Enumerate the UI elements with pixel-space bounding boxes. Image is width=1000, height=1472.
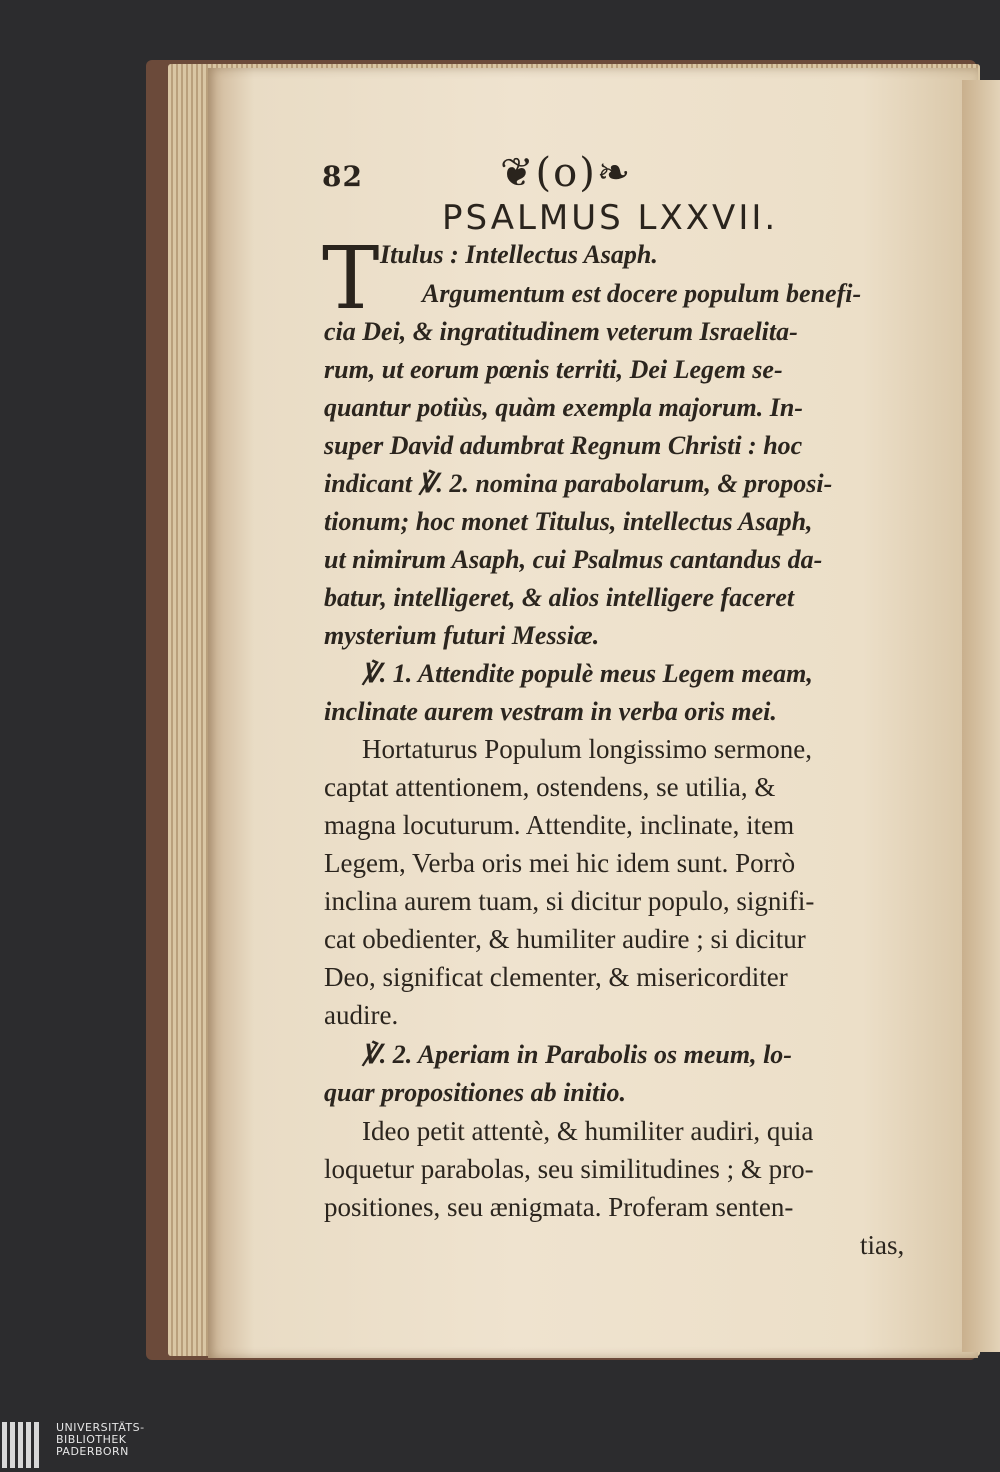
logo-line-3: PADERBORN <box>56 1445 129 1458</box>
text-line: Itulus : Intellectus Asaph. <box>380 240 658 269</box>
psalm-title: PSALMUS LXXVII. <box>442 198 779 238</box>
logo-text <box>56 1422 145 1458</box>
text-line: indicant ℣. 2. nomina parabolarum, & proposi- <box>324 469 833 498</box>
text-line: cat obedienter, & humiliter audire ; si dicitur <box>324 924 806 954</box>
text-line: inclina aurem tuam, si dicitur populo, signifi- <box>324 886 815 916</box>
text-line: batur, intelligeret, & alios intelligere faceret <box>324 583 795 612</box>
text-line: quar propositiones ab initio. <box>324 1078 626 1107</box>
text-line: ℣. 2. Aperiam in Parabolis os meum, lo- <box>362 1040 792 1069</box>
header-ornament: ❦(o)❧ <box>500 150 633 196</box>
text-line: tionum; hoc monet Titulus, intellectus Asaph, <box>324 507 813 536</box>
text-line: mysterium futuri Messiæ. <box>324 621 600 650</box>
text-line: captat attentionem, ostendens, se utilia, & <box>324 772 776 802</box>
text-line: ℣. 1. Attendite populè meus Legem meam, <box>362 659 813 688</box>
text-line: Ideo petit attentè, & humiliter audiri, quia <box>362 1116 814 1146</box>
text-line: cia Dei, & ingratitudinem veterum Israelita- <box>324 317 798 346</box>
text-line: audire. <box>324 1000 399 1030</box>
drop-cap: T <box>322 229 380 329</box>
facing-page-edge <box>962 80 1000 1352</box>
library-logo <box>0 1418 150 1472</box>
text-line: magna locuturum. Attendite, inclinate, item <box>324 810 795 840</box>
page-number: 82 <box>322 160 363 193</box>
text-line: ut nimirum Asaph, cui Psalmus cantandus da- <box>324 545 823 574</box>
text-line: positiones, seu ænigmata. Proferam senten- <box>324 1192 794 1222</box>
text-line: Argumentum est docere populum benefi- <box>422 279 862 308</box>
logo-line-2: BIBLIOTHEK <box>56 1433 127 1446</box>
logo-bars-icon <box>2 1422 40 1468</box>
text-line: loquetur parabolas, seu similitudines ; & pro- <box>324 1154 814 1184</box>
text-line: super David adumbrat Regnum Christi : hoc <box>324 431 803 460</box>
catchword: tias, <box>860 1230 905 1260</box>
text-line: rum, ut eorum pœnis territi, Dei Legem se- <box>324 355 783 384</box>
text-line: inclinate aurem vestram in verba oris mei. <box>324 697 777 726</box>
text-line: Legem, Verba oris mei hic idem sunt. Porrò <box>324 848 796 878</box>
text-line: Hortaturus Populum longissimo sermone, <box>362 734 812 764</box>
logo-line-1: UNIVERSITÄTS- <box>56 1421 145 1434</box>
text-line: quantur potiùs, quàm exempla majorum. In- <box>324 393 803 422</box>
text-line: Deo, significat clementer, & misericorditer <box>324 962 788 992</box>
